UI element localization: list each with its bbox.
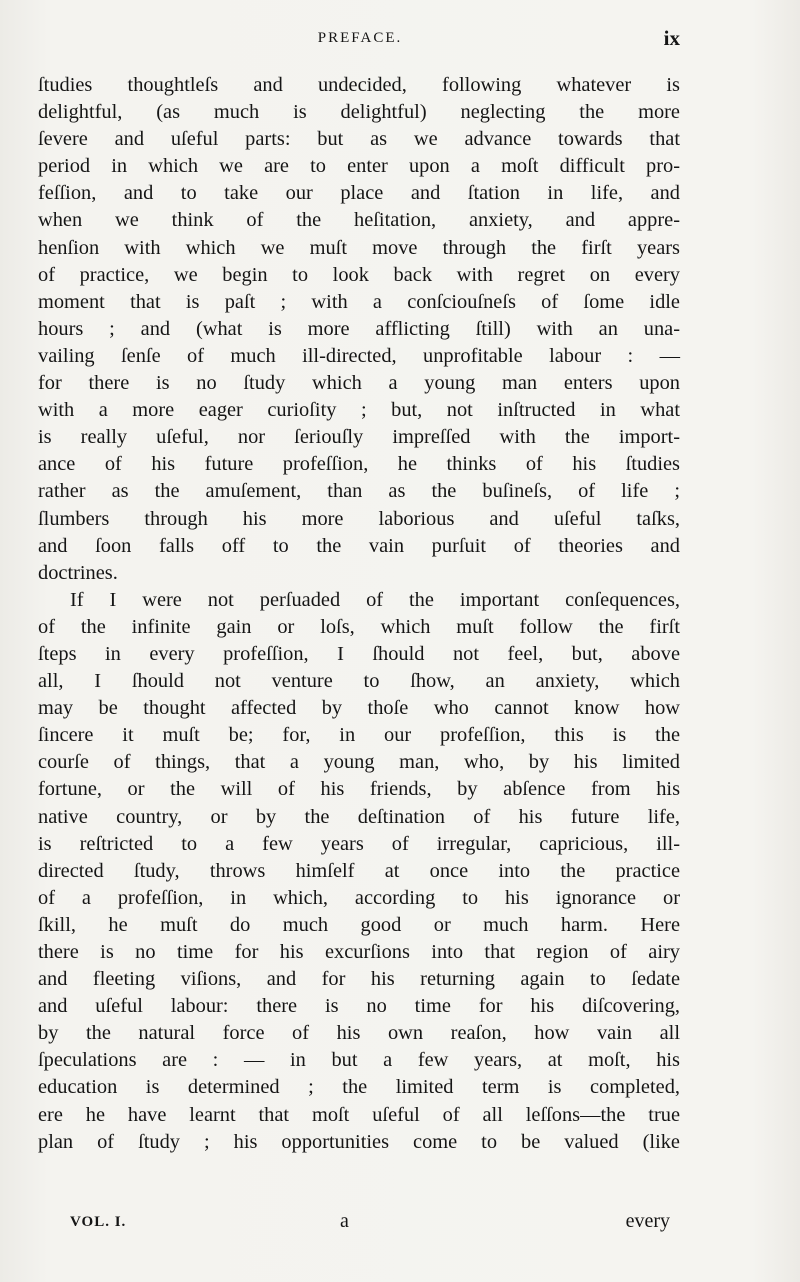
text-line: ere he have learnt that moſt uſeful of all leſſons—the true	[38, 1103, 680, 1126]
text-line: directed ſtudy, throws himſelf at once into the practice	[38, 859, 680, 882]
text-line: education is determined ; the limited term is completed,	[38, 1076, 680, 1099]
text-line: period in which we are to enter upon a moſt difficult pro-	[38, 155, 680, 178]
text-line: and fleeting viſions, and for his returning again to ſedate	[38, 968, 680, 991]
text-line: ance of his future profeſſion, he thinks of his ſtudies	[38, 453, 680, 476]
signature-mark: a	[340, 1210, 349, 1232]
text-line: and uſeful labour: there is no time for his diſcovering,	[38, 995, 680, 1018]
text-line: henſion with which we muſt move through the firſt years	[38, 236, 680, 259]
running-title: PREFACE.	[317, 30, 403, 46]
text-line: feſſion, and to take our place and ſtation in life, and	[38, 182, 680, 205]
text-line: doctrines.	[38, 561, 118, 584]
text-line: moment that is paſt ; with a conſciouſneſs of ſome idle	[38, 290, 680, 313]
text-line: for there is no ſtudy which a young man enters upon	[38, 372, 680, 395]
text-line: ſpeculations are : — in but a few years, at moſt, his	[38, 1049, 680, 1072]
text-line: ſincere it muſt be; for, in our profeſſion, this is the	[38, 724, 680, 747]
text-line: ſkill, he muſt do much good or much harm. Here	[38, 913, 680, 936]
text-line: may be thought affected by thoſe who cannot know how	[38, 697, 680, 720]
text-line: fortune, or the will of his friends, by abſence from his	[38, 778, 680, 801]
text-line: If I were not perſuaded of the important conſequences,	[70, 588, 680, 611]
text-line: of the infinite gain or loſs, which muſt follow the firſt	[38, 615, 680, 638]
text-line: delightful, (as much is delightful) neglecting the more	[38, 101, 680, 124]
text-line: plan of ſtudy ; his opportunities come to be valued (like	[38, 1130, 680, 1153]
volume-label: VOL. I.	[70, 1214, 127, 1230]
body-text	[38, 72, 680, 1156]
text-line: ſevere and uſeful parts: but as we advance towards that	[38, 128, 680, 151]
text-line: native country, or by the deſtination of his future life,	[38, 805, 680, 828]
text-line: of practice, we begin to look back with regret on every	[38, 263, 680, 286]
text-line: of a profeſſion, in which, according to his ignorance or	[38, 886, 680, 909]
text-line: hours ; and (what is more afflicting ſtill) with an una-	[38, 317, 680, 340]
text-line: rather as the amuſement, than as the buſineſs, of life ;	[38, 480, 680, 503]
text-line: and ſoon falls off to the vain purſuit of theories and	[38, 534, 680, 557]
text-line: when we think of the heſitation, anxiety, and appre-	[38, 209, 680, 232]
text-line: with a more eager curioſity ; but, not inſtructed in what	[38, 399, 680, 422]
page-number: ix	[663, 26, 680, 50]
running-head	[40, 26, 680, 56]
text-line: courſe of things, that a young man, who, by his limited	[38, 751, 680, 774]
text-line: by the natural force of his own reaſon, how vain all	[38, 1022, 680, 1045]
text-line: ſlumbers through his more laborious and uſeful taſks,	[38, 507, 680, 530]
text-line: ſtudies thoughtleſs and undecided, following whatever is	[38, 74, 680, 96]
text-line: ſteps in every profeſſion, I ſhould not feel, but, above	[38, 642, 680, 665]
text-line: all, I ſhould not venture to ſhow, an anxiety, which	[38, 670, 680, 693]
text-line: there is no time for his excurſions into that region of airy	[38, 941, 680, 963]
text-line: is really uſeful, nor ſeriouſly impreſſed with the import-	[38, 426, 680, 449]
catchword: every	[625, 1210, 670, 1232]
text-line: vailing ſenſe of much ill-directed, unprofitable labour : —	[38, 344, 680, 367]
text-line: is reſtricted to a few years of irregular, capricious, ill-	[38, 832, 680, 855]
page-footer	[70, 1210, 670, 1240]
